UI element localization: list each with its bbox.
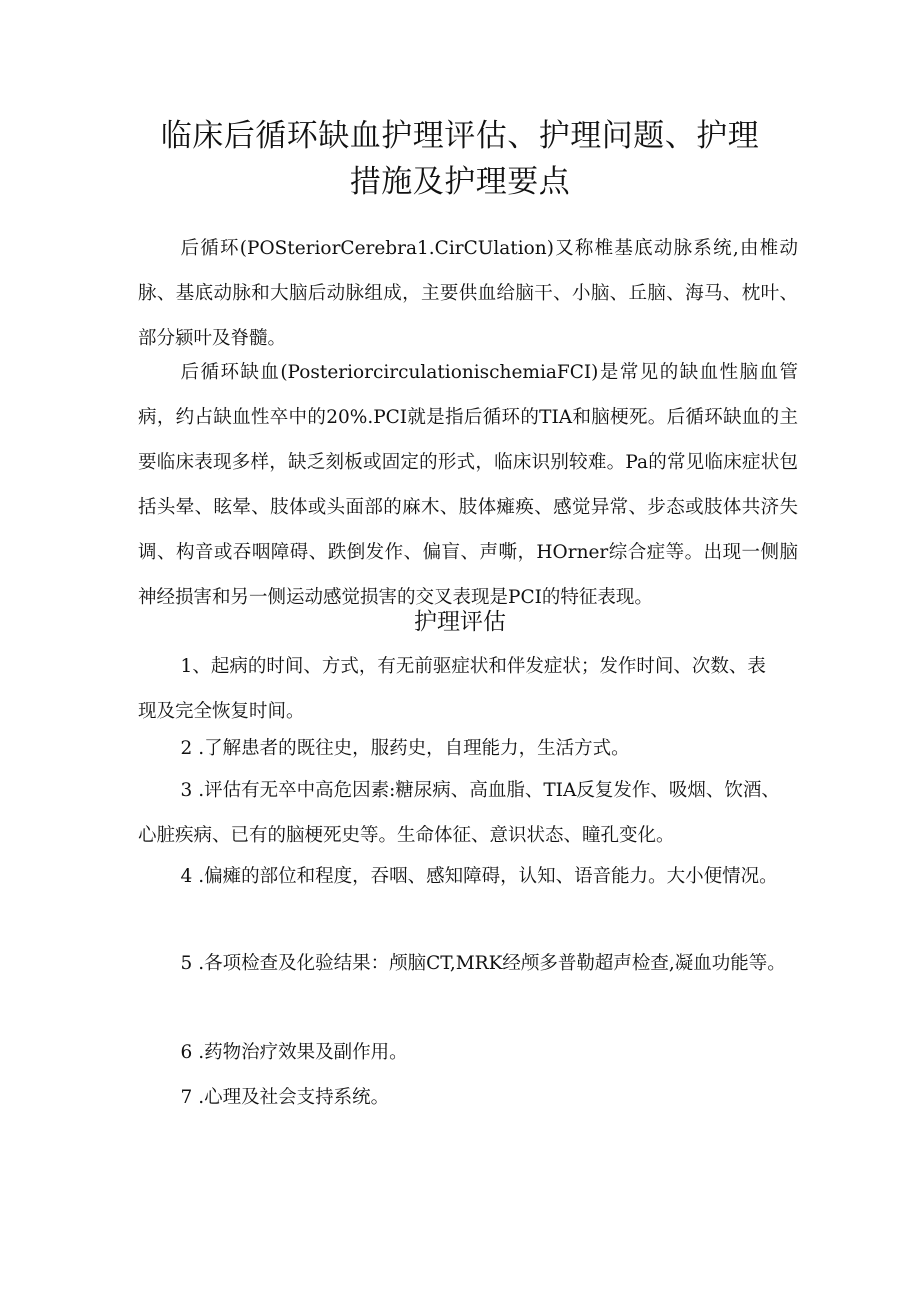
assessment-item-6: 6 .药物治疗效果及副作用。	[180, 1042, 408, 1063]
section-heading-nursing-assessment: 护理评估	[414, 609, 506, 635]
intro-paragraph-posterior-circulation: 后循环(POSteriorCerebra1.CirCUlation)又称椎基底动脉系统,由椎动脉、基底动脉和大脑后动脉组成，主要供血给脑干、小脑、丘脑、海马、枕叶、部分颍叶及脊髓。	[138, 238, 798, 349]
intro-paragraph-pci: 后循环缺血(PosteriorcirculationischemiaFCI)是常见的缺血性脑血管病，约占缺血性卒中的20%.PCI就是指后循环的TIA和脑梗死。后循环缺血的主要临床表现多样，缺乏刻板或固定的形式，临床识别较难。Pa的常见临床症状包括头晕、眩晕、肢体或头面部的麻木、肢体瘫痪、感觉异常、步态或肢体共济失调、构音或吞咽障碍、跌倒发作、偏盲、声嘶，HOrner综合症等。出现一侧脑神经损害和另一侧运动感觉损害的交叉表现是PCI的特征表现。	[138, 362, 798, 608]
document-title-line-2: 措施及护理要点	[349, 164, 571, 200]
document-title-line-1: 临床后循环缺血护理评估、护理问题、护理	[160, 118, 760, 154]
assessment-item-2: 2 .了解患者的既往史，服药史，自理能力，生活方式。	[180, 738, 630, 759]
assessment-item-3: 3 .评估有无卒中高危因素:糖尿病、高血脂、TIA反复发作、吸烟、饮酒、心脏疾病、已有的脑梗死史等。生命体征、意识状态、瞳孔变化。	[138, 780, 780, 846]
assessment-item-4: 4 .偏瘫的部位和程度，吞咽、感知障碍，认知、语音能力。大小便情况。	[180, 866, 778, 887]
assessment-item-1: 1、起病的时间、方式，有无前驱症状和伴发症状；发作时间、次数、表现及完全恢复时间。	[138, 656, 766, 722]
assessment-item-7: 7 .心理及社会支持系统。	[180, 1087, 390, 1108]
assessment-item-5: 5 .各项检查及化验结果：颅脑CT,MRK经颅多普勒超声检查,凝血功能等。	[180, 953, 786, 974]
